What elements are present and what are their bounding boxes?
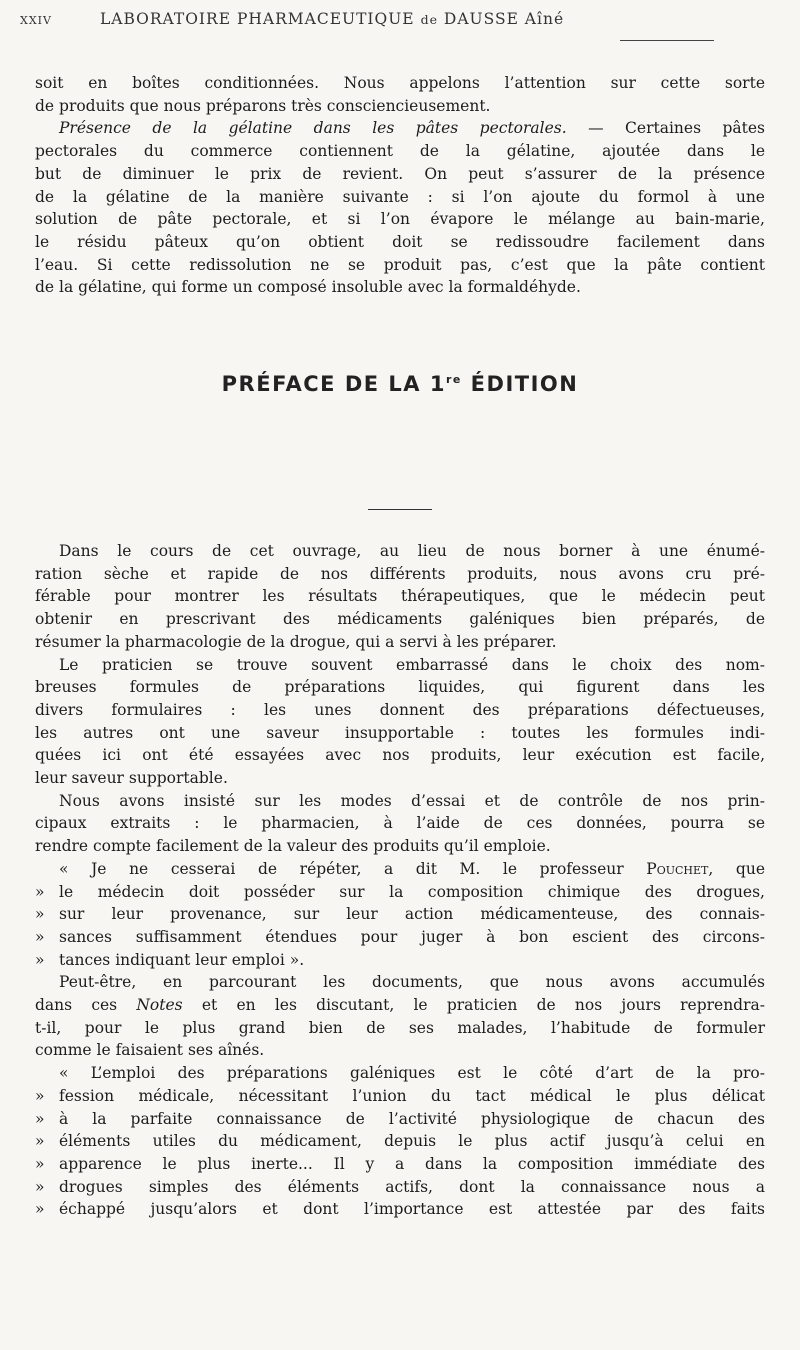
preface-body [35,540,765,1221]
text-line: Le praticien se trouve souvent embarrassé dans le choix des nom- [59,655,765,674]
title-rule [368,509,432,510]
quote-line [35,949,765,972]
text-line: t-il, pour le plus grand bien de ses malades, l’habitude de formuler [35,1018,765,1037]
text-fragment: drogues simples des éléments actifs, dont la connaissance nous a [59,1177,765,1196]
quote-line [35,881,765,904]
text-line: leur saveur supportable. [35,769,228,788]
guillemet: » [35,1086,45,1105]
running-title-de: de [420,12,438,27]
text-line: breuses formules de préparations liquides, qui figurent dans les [35,678,765,697]
text-line: l’eau. Si cette redissolution ne se produit pas, c’est que la pâte contient [35,255,765,274]
title-superscript: re [445,373,462,386]
guillemet: » [35,1200,45,1219]
running-header [20,10,780,28]
text-line [35,994,765,1017]
quote-line [35,1198,765,1221]
text-fragment: le médecin doit posséder sur la composition chimique des drogues, [59,882,765,901]
text-line: pectorales du commerce contiennent de la gélatine, ajoutée dans le [35,142,765,161]
text-line: quées ici ont été essayées avec nos produits, leur exécution est facile, [35,746,765,765]
quote-line [35,1130,765,1153]
quote-line [35,926,765,949]
text-line: de produits que nous préparons très consciencieusement. [35,96,491,115]
quote-line [35,1085,765,1108]
text-fragment: sur leur provenance, sur leur action médicamenteuse, des connais- [59,905,765,924]
page-number: XXIV [20,14,52,27]
text-fragment: à la parfaite connaissance de l’activité physiologique de chacun des [59,1109,765,1128]
text-line: le résidu pâteux qu’on obtient doit se redissoudre facilement dans [35,232,765,251]
text-line: résumer la pharmacologie de la drogue, qui a servi à les préparer. [35,632,557,651]
quote-line [35,858,765,881]
text-fragment: échappé jusqu’alors et dont l’importance est attestée par des faits [59,1200,765,1219]
text-line: comme le faisaient ses aînés. [35,1041,265,1060]
running-title [80,10,780,28]
text-line: Peut-être, en parcourant les documents, que nous avons accumulés [59,973,765,992]
quote-line: « L’emploi des préparations galéniques est le côté d’art de la pro- [59,1064,765,1083]
text-fragment: dans ces [35,996,137,1015]
text-fragment: et en les discutant, le praticien de nos jours reprendra- [182,996,765,1015]
text-fragment: apparence le plus inerte... Il y a dans la composition immédiate des [59,1154,765,1173]
quote-line [35,1176,765,1199]
quote-line [35,903,765,926]
text-line: Dans le cours de cet ouvrage, au lieu de nous borner à une énumé- [59,542,765,560]
preface-title [0,372,800,396]
title-text: PRÉFACE DE LA 1 [221,372,446,396]
guillemet: » [35,927,45,946]
guillemet: » [35,1177,45,1196]
text-line: Nous avons insisté sur les modes d’essai et de contrôle de nos prin- [59,791,765,810]
text-fragment: sances suffisamment étendues pour juger à bon escient des circons- [59,927,765,946]
guillemet: » [35,1154,45,1173]
guillemet: » [35,1132,45,1151]
text-line: rendre compte facilement de la valeur des produits qu’il emploie. [35,837,551,856]
section-heading: Présence de la gélatine dans les pâtes pectorales. [59,119,567,138]
author-name: Pouchet [646,859,709,878]
text-line: les autres ont une saveur insupportable : toutes les formules indi- [35,723,765,742]
quote-line [35,1108,765,1131]
quote-line [35,1153,765,1176]
gelatine-section [35,72,765,299]
header-rule [620,40,714,41]
text-line: cipaux extraits : le pharmacien, à l’aide de ces données, pourra se [35,814,765,833]
text-fragment: fession médicale, nécessitant l’union du tact médical le plus délicat [59,1086,765,1105]
guillemet: » [35,1109,45,1128]
text-fragment: « Je ne cesserai de répéter, a dit M. le professeur [59,859,647,878]
text-line: férable pour montrer les résultats thérapeutiques, que le médecin peut [35,587,765,606]
text-fragment: éléments utiles du médicament, depuis le plus actif jusqu’à celui en [59,1132,765,1151]
text-fragment: tances indiquant leur emploi ». [59,950,305,969]
text-line: obtenir en prescrivant des médicaments galéniques bien préparés, de [35,610,765,629]
running-title-dausse: DAUSSE Aîné [443,10,565,28]
text-line: but de diminuer le prix de revient. On peut s’assurer de la présence [35,164,765,183]
text-line: ration sèche et rapide de nos différents produits, nous avons cru pré- [35,564,765,583]
text-fragment: , que [708,859,765,878]
title-text-end: ÉDITION [461,372,579,396]
text-line [35,117,765,140]
text-line: de la gélatine de la manière suivante : si l’on ajoute du formol à une [35,187,765,206]
guillemet: » [35,882,45,901]
text-fragment: — Certaines pâtes [566,119,765,138]
text-line: de la gélatine, qui forme un composé insoluble avec la formaldéhyde. [35,278,581,297]
notes-title: Notes [136,996,183,1015]
running-title-lab: LABORATOIRE PHARMACEUTIQUE [100,10,415,28]
text-line: solution de pâte pectorale, et si l’on évapore le mélange au bain-marie, [35,210,765,229]
guillemet: » [35,905,45,924]
text-line: soit en boîtes conditionnées. Nous appelons l’attention sur cette sorte [35,74,765,92]
text-line: divers formulaires : les unes donnent des préparations défectueuses, [35,700,765,719]
guillemet: » [35,950,45,969]
